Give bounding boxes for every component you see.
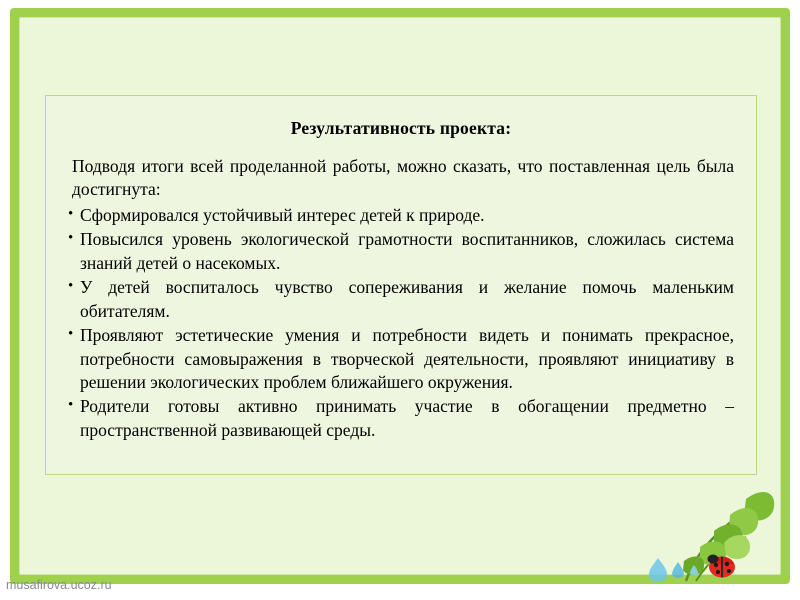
intro-paragraph: Подводя итоги всей проделанной работы, можно сказать, что поставленная цель была достигнута:	[72, 156, 734, 200]
list-item: • Родители готовы активно принимать участие в обогащении предметно – пространственной развивающей среды.	[68, 395, 734, 442]
footer-url: musafirova.ucoz.ru	[6, 578, 112, 592]
list-item: • Сформировался устойчивый интерес детей к природе.	[68, 204, 734, 227]
content-card	[45, 95, 757, 475]
page-title: Результативность проекта:	[290, 118, 512, 138]
results-list	[68, 204, 734, 442]
list-item: • Повысился уровень экологической грамотности воспитанников, сложилась система знаний детей о насекомых.	[68, 228, 734, 275]
list-item: • У детей воспиталось чувство сопереживания и желание помочь маленьким обитателям.	[68, 276, 734, 323]
list-item: • Проявляют эстетические умения и потребности видеть и понимать прекрасное, потребности самовыражения в творческой деятельности, проявляют инициативу в решении экологических проблем ближайшего окружения.	[68, 324, 734, 394]
